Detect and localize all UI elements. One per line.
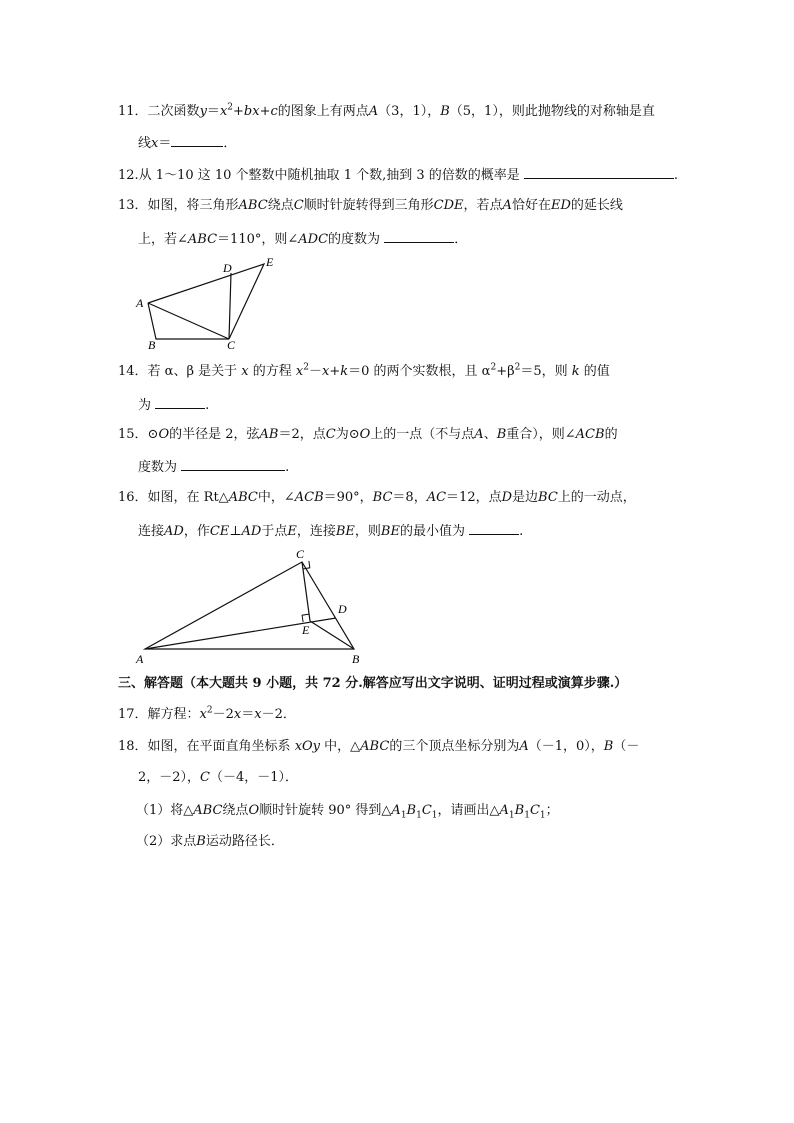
q11-answer-blank[interactable] [171, 133, 223, 147]
q16-label-d: D [338, 602, 347, 616]
q13-answer-blank[interactable] [384, 229, 454, 243]
q13-triangle-abc [148, 303, 229, 339]
q16-line2: 连接AD，作CE⊥AD于点E，连接BE，则BE的最小值为 . [138, 521, 523, 541]
q15-line1: 15．⊙O的半径是 2，弦AB＝2，点C为⊙O上的一点（不与点A、B重合），则∠ACB的 [118, 427, 618, 442]
q18-line2: 2，－2），C（－4，－1）． [138, 770, 299, 785]
q17-line: 17．解方程：$x^2-2x=x-2$． [118, 705, 296, 722]
q11-line2: 线x＝ ． [138, 133, 236, 153]
q16-line1: 16．如图，在 Rt△ABC中，∠ACB＝90°，BC＝8，AC＝12，点D是边BC上的一动点， [118, 490, 636, 505]
section3-title: 三、解答题（本大题共 9 小题，共 72 分.解答应写出文字说明、证明过程或演算步骤.） [118, 676, 628, 691]
q16-triangle-abc [145, 562, 354, 649]
q15-line2: 度数为 . [138, 457, 289, 477]
q16-right-angle-e [302, 614, 309, 622]
q14-line2: 为 . [138, 395, 209, 415]
q14-answer-blank[interactable] [155, 395, 205, 409]
q15-answer-blank[interactable] [181, 457, 285, 471]
q16-answer-blank[interactable] [469, 521, 519, 535]
q13-label-e: E [266, 255, 274, 269]
q12-answer-blank[interactable] [524, 165, 674, 179]
q13-triangle-cde [148, 264, 264, 339]
q18-part2: （2）求点B运动路径长． [136, 834, 284, 849]
q13-label-b: B [148, 338, 156, 350]
q16-label-c: C [296, 547, 305, 561]
q13-line1: 13．如图，将三角形ABC绕点C顺时针旋转得到三角形CDE，若点A恰好在ED的延长线 [118, 198, 623, 213]
q13-label-d: D [223, 261, 232, 275]
q13-label-c: C [227, 338, 236, 350]
q13-label-a: A [136, 296, 144, 310]
q14-line1: 14．若 α、β 是关于 x 的方程 $x^2-x+k=0$ 的两个实数根，且 $\alpha^2+\beta^2=5$，则 k 的值 [118, 362, 610, 379]
q16-figure [134, 545, 374, 669]
q18-part1: （1）将△ABC绕点O顺时针旋转 90° 得到$\triangle A_1B_1C_1$，请画出$\triangle A_1B_1C_1$； [136, 803, 559, 821]
q12-line: 12.从 1～10 这 10 个整数中随机抽取 1 个数,抽到 3 的倍数的概率是 . [118, 165, 678, 185]
q16-label-b: B [352, 652, 360, 666]
q13-line2: 上，若∠ABC＝110°，则∠ADC的度数为 ． [138, 229, 467, 249]
q16-segment-be [310, 621, 354, 649]
q13-figure [134, 252, 284, 350]
q16-segment-ce [302, 562, 310, 621]
q18-line1: 18．如图，在平面直角坐标系 xOy 中，△ABC的三个顶点坐标分别为A（－1，0），B（－ [118, 739, 640, 754]
q11-line1: 11．二次函数$y=x^2+bx+c$的图象上有两点A（3，1），B（5，1），则此抛物线的对称轴是直 [118, 102, 655, 119]
q16-label-e: E [302, 623, 310, 637]
q16-label-a: A [136, 652, 144, 666]
